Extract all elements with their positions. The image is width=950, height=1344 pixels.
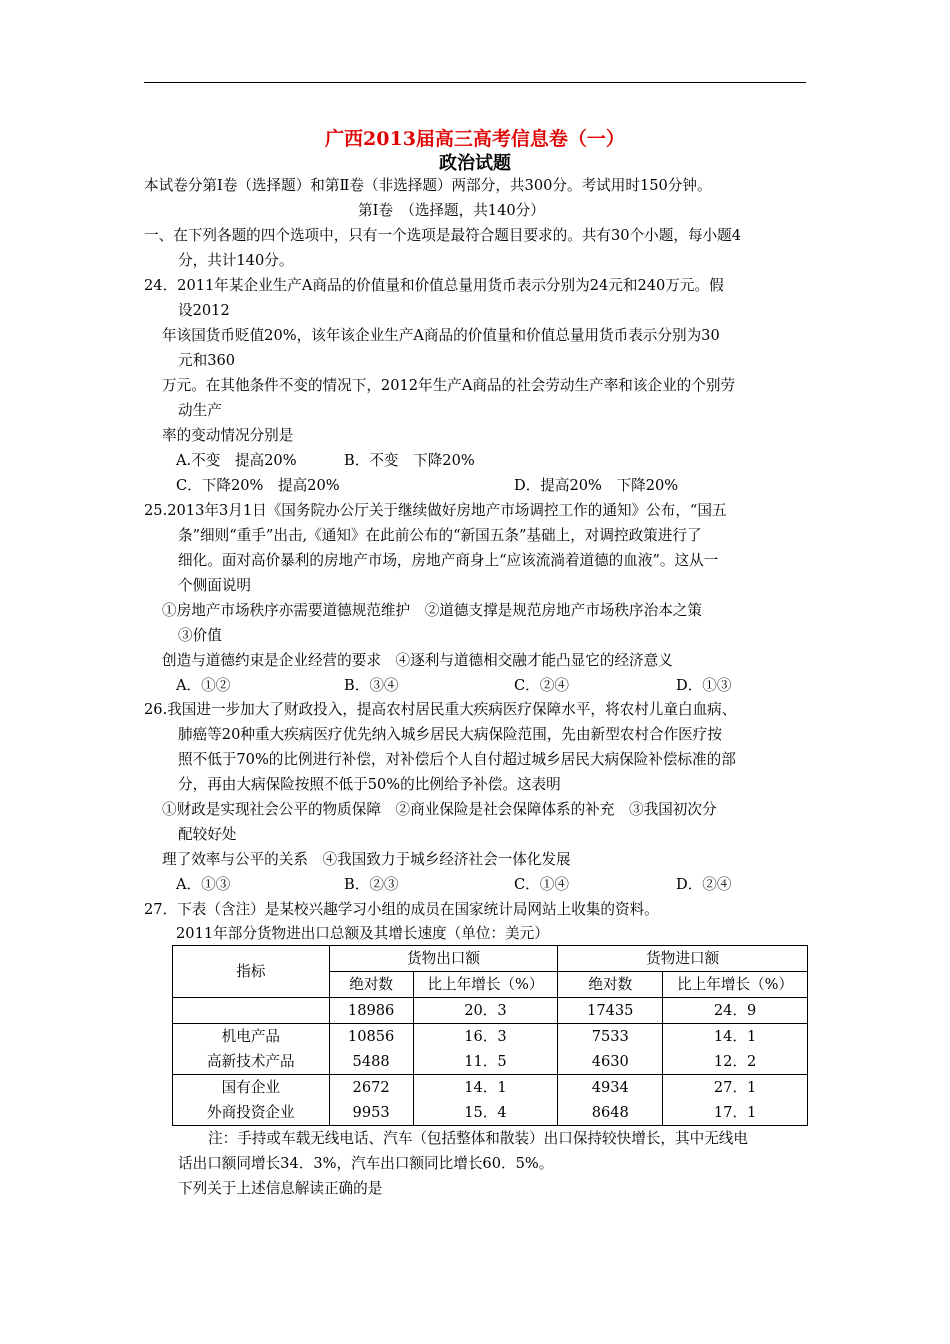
q26-line-4: 分，再由大病保险按照不低于50%的比例给予补偿。这表明 <box>178 776 561 793</box>
table-cell: 国有企业 <box>221 1079 281 1096</box>
q26-option-a: A．①③ <box>176 876 231 893</box>
intro-line-2: 第Ⅰ卷 （选择题，共140分） <box>358 202 545 219</box>
page-title: 广西2013届高三高考信息卷（一） <box>325 128 625 150</box>
q26-option-d: D．②④ <box>676 876 732 893</box>
section1-line-1: 一、在下列各题的四个选项中，只有一个选项是最符合题目要求的。共有30个小题，每小题4 <box>144 227 742 244</box>
q25-option-b: B．③④ <box>344 677 399 694</box>
subheader-import-growth: 比上年增长（%） <box>663 972 808 998</box>
table-cell: 高新技术产品 <box>207 1053 295 1070</box>
table-cell: 8648 <box>591 1104 629 1121</box>
table-note-line-1: 注：手持或车载无线电话、汽车（包括整体和散装）出口保持较快增长，其中无线电 <box>208 1130 748 1147</box>
q27-question: 下列关于上述信息解读正确的是 <box>178 1180 383 1197</box>
q24-option-d: D．提高20% 下降20% <box>514 477 679 494</box>
q25-line-3: 细化。面对高价暴利的房地产市场，房地产商身上“应该流淌着道德的血液”。这从一 <box>178 552 719 569</box>
q24-line-1: 24．2011年某企业生产A商品的价值量和价值总量用货币表示分别为24元和240万元。假 <box>144 277 724 294</box>
q24-line-6: 动生产 <box>178 402 222 419</box>
header-export: 货物出口额 <box>329 946 558 972</box>
q26-option-c: C．①④ <box>514 876 569 893</box>
table-cell: 15．4 <box>464 1104 507 1121</box>
table-row <box>173 1075 808 1126</box>
table-cell: 27．1 <box>713 1079 757 1096</box>
subheader-import-abs: 绝对数 <box>558 972 663 998</box>
table-cell: 14．1 <box>464 1079 507 1096</box>
table-row <box>173 1024 808 1075</box>
table-cell: 12．2 <box>713 1053 757 1070</box>
q25-line-7: 创造与道德约束是企业经营的要求 ④逐利与道德相交融才能凸显它的经济意义 <box>162 652 673 669</box>
table-cell: 17435 <box>558 998 663 1024</box>
q24-line-5: 万元。在其他条件不变的情况下，2012年生产A商品的社会劳动生产率和该企业的个别劳 <box>162 377 736 394</box>
table-cell <box>173 998 330 1024</box>
header-rule <box>144 82 806 83</box>
q24-line-2: 设2012 <box>178 302 230 319</box>
header-indicator: 指标 <box>173 946 330 998</box>
q24-line-7: 率的变动情况分别是 <box>162 427 294 444</box>
trade-table <box>172 945 808 1126</box>
q25-line-2: 条”细则“重手”出击,《通知》在此前公布的“新国五条”基础上，对调控政策进行了 <box>178 527 702 544</box>
q25-line-5: ①房地产市场秩序亦需要道德规范维护 ②道德支撑是规范房地产市场秩序治本之策 <box>162 602 702 619</box>
table-cell: 机电产品 <box>221 1028 281 1045</box>
q24-option-c: C．下降20% 提高20% <box>176 477 340 494</box>
q25-option-c: C．②④ <box>514 677 569 694</box>
q24-line-3: 年该国货币贬值20%，该年该企业生产A商品的价值量和价值总量用货币表示分别为30 <box>162 327 720 344</box>
table-cell: 20．3 <box>413 998 558 1024</box>
table-cell: 5488 <box>352 1053 390 1070</box>
q25-line-1: 25.2013年3月1日《国务院办公厅关于继续做好房地产市场调控工作的通知》公布，“国五 <box>144 502 727 519</box>
q26-line-3: 照不低于70%的比例进行补偿，对补偿后个人自付超过城乡居民大病保险补偿标准的部 <box>178 751 736 768</box>
page-subtitle: 政治试题 <box>439 153 511 174</box>
table-cell: 4934 <box>591 1079 629 1096</box>
table-cell: 4630 <box>591 1053 629 1070</box>
subheader-export-growth: 比上年增长（%） <box>413 972 558 998</box>
q26-line-1: 26.我国进一步加大了财政投入，提高农村居民重大疾病医疗保障水平，将农村儿童白血病、 <box>144 701 737 718</box>
table-cell: 9953 <box>352 1104 390 1121</box>
section1-line-2: 分，共计140分。 <box>178 252 294 269</box>
table-cell: 7533 <box>591 1028 629 1045</box>
table-cell: 14．1 <box>713 1028 757 1045</box>
table-cell: 11．5 <box>464 1053 507 1070</box>
table-row <box>173 998 808 1024</box>
q25-line-4: 个侧面说明 <box>178 577 251 594</box>
intro-line-1: 本试卷分第Ⅰ卷（选择题）和第Ⅱ卷（非选择题）两部分，共300分。考试用时150分钟。 <box>144 177 712 194</box>
table-cell: 18986 <box>329 998 413 1024</box>
table-note-line-2: 话出口额同增长34．3%，汽车出口额同比增长60．5%。 <box>178 1155 554 1172</box>
q24-option-a: A.不变 提高20% <box>176 452 297 469</box>
q26-line-6: 配较好处 <box>178 826 237 843</box>
q25-option-a: A．①② <box>176 677 231 694</box>
subheader-export-abs: 绝对数 <box>329 972 413 998</box>
q24-option-b: B．不变 下降20% <box>344 452 475 469</box>
table-cell: 24．9 <box>663 998 808 1024</box>
q26-line-2: 肺癌等20种重大疾病医疗优先纳入城乡居民大病保险范围，先由新型农村合作医疗按 <box>178 726 722 743</box>
q26-line-7: 理了效率与公平的关系 ④我国致力于城乡经济社会一体化发展 <box>162 851 571 868</box>
q25-line-6: ③价值 <box>178 627 222 644</box>
q27-line-1: 27．下表（含注）是某校兴趣学习小组的成员在国家统计局网站上收集的资料。 <box>144 901 659 918</box>
table-cell: 10856 <box>347 1028 395 1045</box>
header-import: 货物进口额 <box>558 946 808 972</box>
q24-line-4: 元和360 <box>178 352 236 369</box>
table-cell: 17．1 <box>713 1104 757 1121</box>
table-cell: 2672 <box>352 1079 390 1096</box>
table-caption: 2011年部分货物进出口总额及其增长速度（单位：美元） <box>176 925 549 942</box>
table-cell: 16．3 <box>464 1028 507 1045</box>
q25-option-d: D．①③ <box>676 677 732 694</box>
q26-option-b: B．②③ <box>344 876 399 893</box>
table-cell: 外商投资企业 <box>207 1104 295 1121</box>
q26-line-5: ①财政是实现社会公平的物质保障 ②商业保险是社会保障体系的补充 ③我国初次分 <box>162 801 717 818</box>
